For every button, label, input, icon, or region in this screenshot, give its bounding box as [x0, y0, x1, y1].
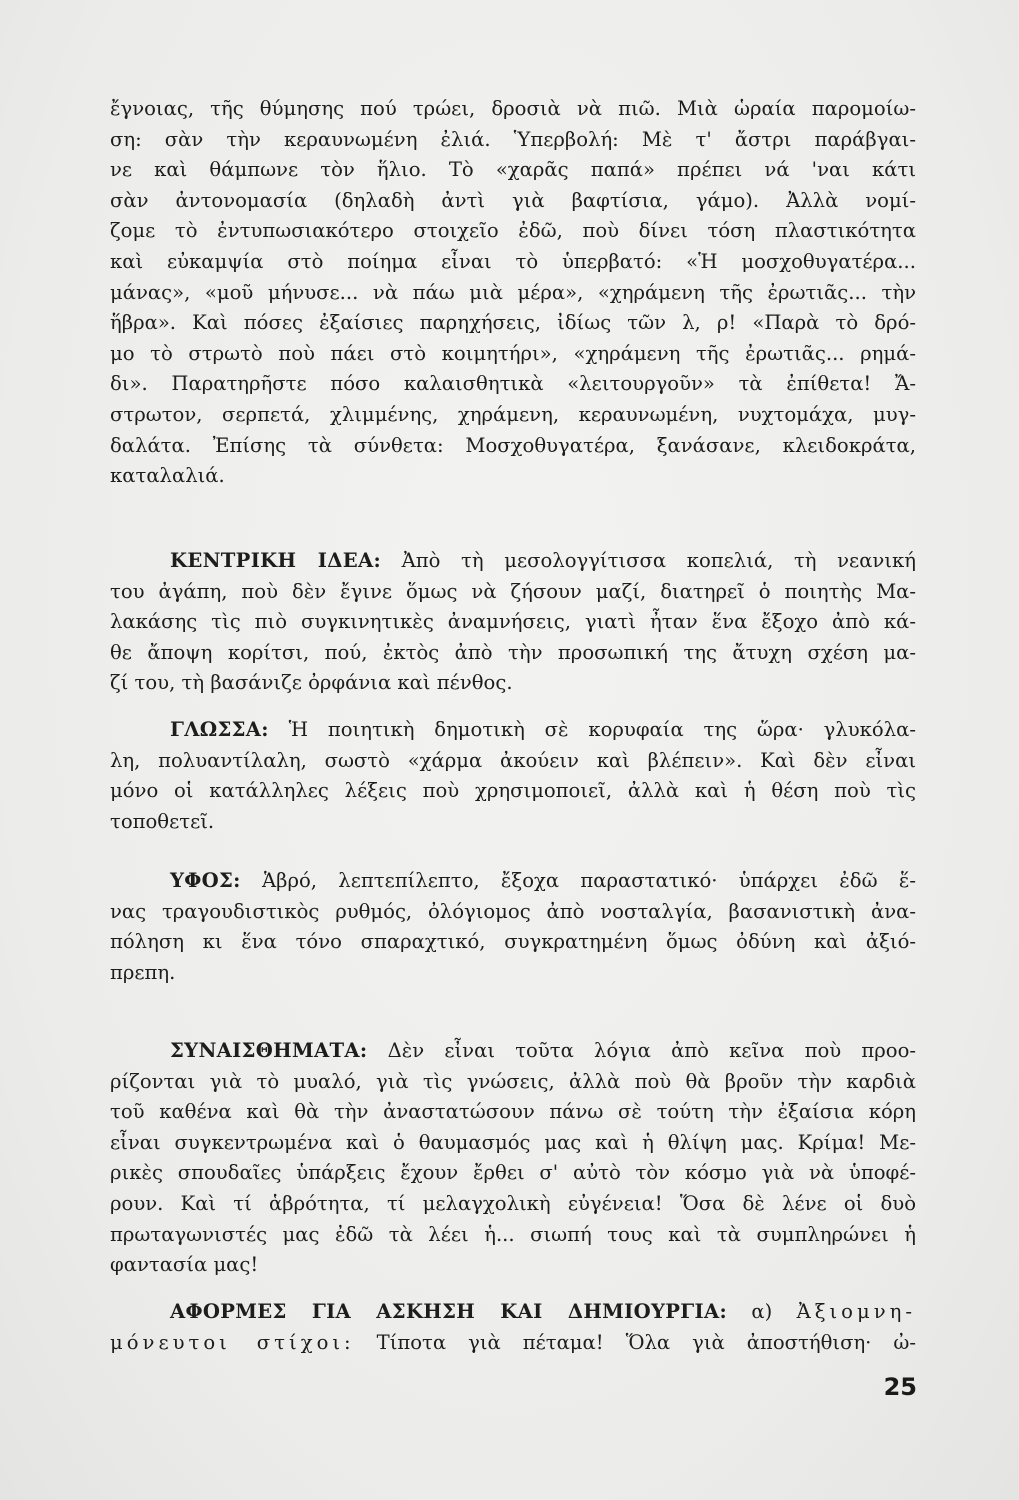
text-line: καὶ εὐκαμψία στὸ ποίημα εἶναι τὸ ὑπερβατό: «Ἡ μοσχοθυγατέρα...: [110, 249, 916, 273]
text-line: δαλάτα. Ἐπίσης τὰ σύνθετα: Μοσχοθυγατέρα, ξανάσανε, κλειδοκράτα,: [110, 433, 916, 457]
text-line: θε ἄποψη κορίτσι, πού, ἐκτὸς ἀπὸ τὴν προσωπική της ἄτυχη σχέση μα-: [110, 640, 916, 664]
text-line: τοῦ καθένα καὶ θὰ τὴν ἀναστατώσουν πάνω σὲ τούτη τὴν ἐξαίσια κόρη: [110, 1100, 916, 1124]
text-line: [110, 1036, 916, 1067]
text-line: ρουν. Καὶ τί ἁβρότητα, τί μελαγχολικὴ εὐγένεια! Ὅσα δὲ λένε οἱ δυὸ: [110, 1191, 916, 1215]
text-line: λη, πολυαντίλαλη, σωστὸ «χάρμα ἀκούειν καὶ βλέπειν». Καὶ δὲν εἶναι: [110, 748, 916, 772]
page-number: 25: [883, 1373, 917, 1401]
text-line: μάνας», «μοῦ μήνυσε... νὰ πάω μιὰ μέρα», «χηράμενη τῆς ἐρωτιᾶς... τὴν: [110, 280, 916, 304]
paragraph-central-idea: [110, 546, 916, 699]
text-run: α): [727, 1300, 797, 1323]
text-line: πρωταγωνιστές μας ἐδῶ τὰ λέει ἡ... σιωπή τους καὶ τὰ συμπληρώνει ἡ: [110, 1222, 916, 1246]
text-line: [110, 866, 916, 897]
text-line: ρίζονται γιὰ τὸ μυαλό, γιὰ τὶς γνώσεις, ἀλλὰ ποὺ θὰ βροῦν τὴν καρδιὰ: [110, 1069, 916, 1093]
section-heading: ΥΦΟΣ:: [170, 869, 241, 892]
text-line: στρωτον, σερπετά, χλιμμένης, χηράμενη, κεραυνωμένη, νυχτομάχα, μυγ-: [110, 402, 916, 426]
text-line: εἶναι συγκεντρωμένα καὶ ὁ θαυμασμός μας καὶ ἡ θλίψη μας. Κρίμα! Με-: [110, 1130, 916, 1154]
paragraph-style: [110, 866, 916, 988]
section-heading: ΣΥΝΑΙΣΘΗΜΑΤΑ:: [170, 1039, 368, 1062]
section-heading: ΚΕΝΤΡΙΚΗ ΙΔΕΑ:: [170, 549, 382, 572]
text-line: ζί του, τὴ βασάνιζε ὀρφάνια καὶ πένθος.: [110, 671, 513, 695]
text-line: νε καὶ θάμπωνε τὸν ἥλιο. Τὸ «χαρᾶς παπά» πρέπει νά 'ναι κάτι: [110, 158, 916, 182]
text-line: [110, 1297, 916, 1328]
text-run: Ἁβρό, λεπτεπίλεπτο, ἔξοχα παραστατικό· ὑπάρχει ἐδῶ ἕ-: [240, 869, 916, 892]
text-run: Ἀπὸ τὴ μεσολογγίτισσα κοπελιά, τὴ νεανική: [381, 549, 917, 572]
paragraph-exercises: [110, 1297, 916, 1358]
text-line: καταλαλιά.: [110, 464, 225, 488]
text-line: ρικὲς σπουδαῖες ὑπάρξεις ἔχουν ἔρθει σ' αὐτὸ τὸν κόσμο γιὰ νὰ ὑποφέ-: [110, 1161, 916, 1185]
text-line: δι». Παρατηρῆστε πόσο καλαισθητικὰ «λειτουργοῦν» τὰ ἐπίθετα! Ἄ-: [110, 372, 916, 396]
text-line: πρεπη.: [110, 960, 176, 984]
text-line: τοποθετεῖ.: [110, 809, 215, 833]
text-line: σὰν ἀντονομασία (δηλαδὴ ἀντὶ γιὰ βαφτίσια, γάμο). Ἀλλὰ νομί-: [110, 188, 916, 212]
paragraph-emotions: [110, 1036, 916, 1281]
paragraph-language: [110, 715, 916, 837]
text-line: [110, 546, 916, 577]
text-line: [110, 715, 916, 746]
text-line: μόνο οἱ κατάλληλες λέξεις ποὺ χρησιμοποιεῖ, ἀλλὰ καὶ ἡ θέση ποὺ τὶς: [110, 779, 916, 803]
text-line: πόληση κι ἕνα τόνο σπαραχτικό, συγκρατημένη ὅμως ὀδύνη καὶ ἀξιό-: [110, 930, 916, 954]
paragraph-analysis-continued: [110, 94, 916, 492]
text-line: ζομε τὸ ἐντυπωσιακότερο στοιχεῖο ἐδῶ, ποὺ δίνει τόση πλαστικότητα: [110, 219, 916, 243]
text-run: Ἡ ποιητικὴ δημοτικὴ σὲ κορυφαία της ὥρα· γλυκόλα-: [268, 718, 916, 741]
spaced-text-run: Ἀξιομνη-: [796, 1300, 916, 1323]
text-line: ἔγνοιας, τῆς θύμησης πού τρώει, δροσιὰ νὰ πιῶ. Μιὰ ὡραία παρομοίω-: [110, 97, 916, 120]
text-run: Τίποτα γιὰ πέταμα! Ὅλα γιὰ ἀποστήθιση· ὠ-: [354, 1330, 916, 1354]
spaced-text-run: μόνευτοι στίχοι:: [110, 1330, 355, 1354]
section-heading: ΓΛΩΣΣΑ:: [170, 718, 269, 741]
text-run: Δὲν εἶναι τοῦτα λόγια ἀπὸ κεῖνα ποὺ προο-: [367, 1039, 916, 1062]
text-line: νας τραγουδιστικὸς ρυθμός, ὀλόγιομος ἀπὸ νοσταλγία, βασανιστικὴ ἀνα-: [110, 899, 916, 923]
text-line: ση: σὰν τὴν κεραυνωμένη ἐλιά. Ὑπερβολή: Μὲ τ' ἄστρι παράβγαι-: [110, 127, 916, 151]
section-heading: ΑΦΟΡΜΕΣ ΓΙΑ ΑΣΚΗΣΗ ΚΑΙ ΔΗΜΙΟΥΡΓΙΑ:: [170, 1300, 727, 1323]
text-line: ἥβρα». Καὶ πόσες ἐξαίσιες παρηχήσεις, ἰδίως τῶν λ, ρ! «Παρὰ τὸ δρό-: [110, 311, 916, 335]
text-line: [110, 1328, 916, 1359]
text-line: λακάσης τὶς πιὸ συγκινητικὲς ἀναμνήσεις, γιατὶ ἦταν ἕνα ἔξοχο ἀπὸ κά-: [110, 610, 916, 634]
text-line: του ἀγάπη, ποὺ δὲν ἔγινε ὅμως νὰ ζήσουν μαζί, διατηρεῖ ὁ ποιητὴς Μα-: [110, 579, 916, 603]
text-line: φαντασία μας!: [110, 1253, 259, 1277]
text-line: μο τὸ στρωτὸ ποὺ πάει στὸ κοιμητήρι», «χηράμενη τῆς ἐρωτιᾶς... ρημά-: [110, 341, 916, 365]
